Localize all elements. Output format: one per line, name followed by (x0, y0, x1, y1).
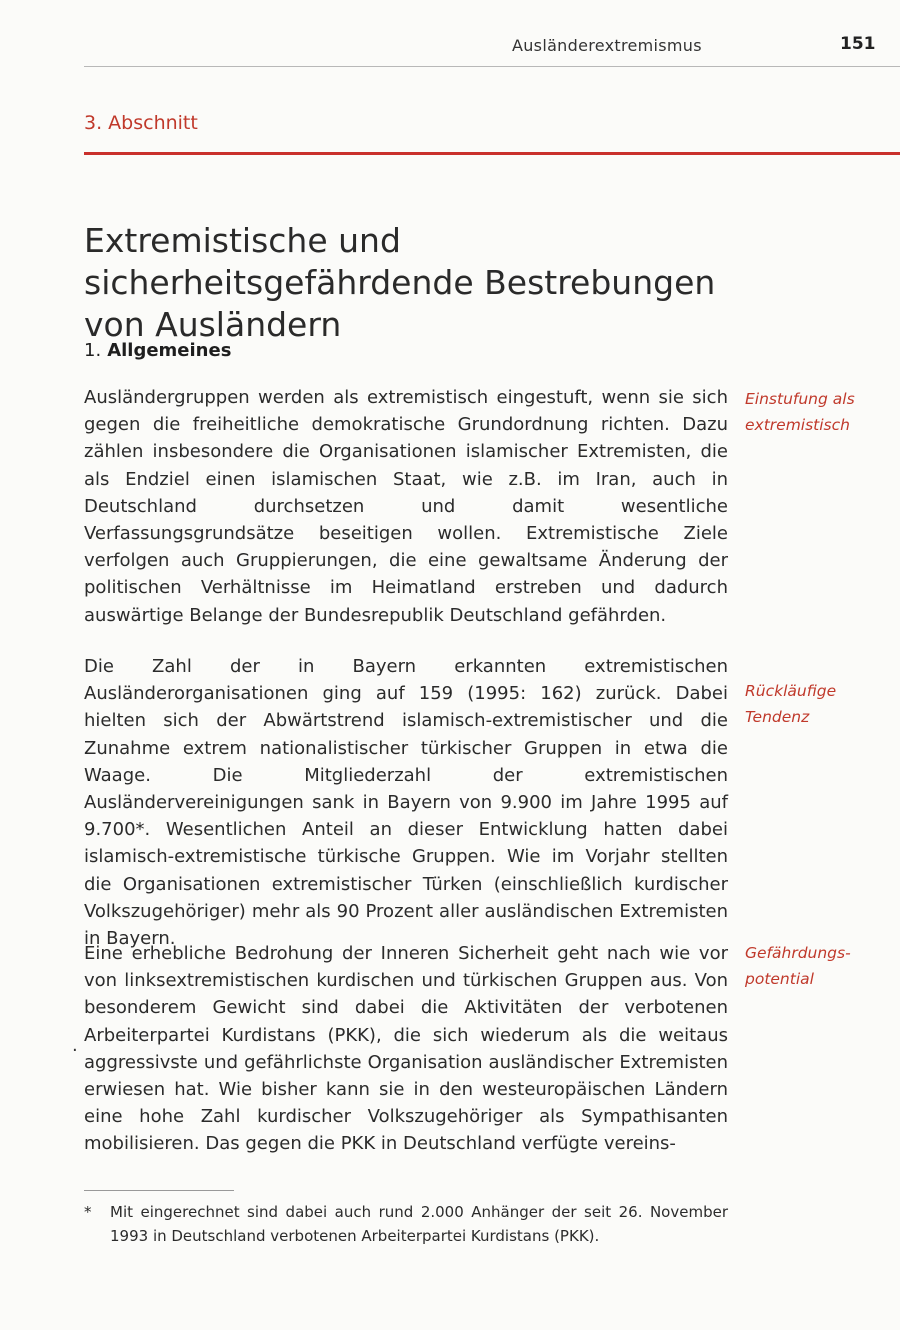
footnote (84, 1200, 728, 1248)
margin-note-1-line2: extremistisch (745, 416, 850, 434)
page-number: 151 (840, 34, 876, 54)
subsection-heading (84, 340, 231, 361)
footnote-rule (84, 1190, 234, 1191)
margin-note-3-line1: Gefährdungs- (745, 944, 851, 962)
margin-note-2 (745, 678, 895, 730)
margin-note-2-line2: Tendenz (745, 708, 810, 726)
margin-note-3 (745, 940, 895, 992)
section-rule (84, 152, 900, 155)
footnote-marker: * (84, 1203, 92, 1221)
margin-note-3-line2: potential (745, 970, 814, 988)
chapter-title: Extremistische und sicherheitsgefährdende Bestrebungen von Ausländern (84, 221, 716, 344)
footnote-text: Mit eingerechnet sind dabei auch rund 2.000 Anhänger der seit 26. November 1993 in Deutschland verbotenen Arbeiterpartei Kurdistans (PKK). (110, 1203, 728, 1245)
margin-note-2-line1: Rückläufige (745, 682, 837, 700)
section-label: 3. Abschnitt (84, 112, 198, 134)
body-paragraph-1: Ausländergruppen werden als extremistisch eingestuft, wenn sie sich gegen die freiheitliche demokratische Grundordnung richten. Dazu zählen insbesondere die Organisationen islamischer Extremisten, die als Endziel einen islamischen Staat, wie z.B. im Iran, auch in Deutschland durchsetzen und damit wesentliche Verfassungsgrundsätze beseitigen wollen. Extremistische Ziele verfolgen auch Gruppierungen, die eine gewaltsame Änderung der politischen Verhältnisse im Heimatland erstreben und dadurch auswärtige Belange der Bundesrepublik Deutschland gefährden. (84, 387, 728, 626)
body-paragraph-3: Eine erhebliche Bedrohung der Inneren Sicherheit geht nach wie vor von linksextremistischen kurdischen und türkischen Gruppen aus. Von besonderem Gewicht sind dabei die Aktivitäten der verbotenen Arbeiterpartei Kurdistans (PKK), die sich wiederum als die weitaus aggressivste und gefährlichste Organisation ausländischer Extremisten erwiesen hat. Wie bisher kann sie in den westeuropäischen Ländern eine hohe Zahl kurdischer Volkszugehöriger als Sympathisanten mobilisieren. Das gegen die PKK in Deutschland verfügte vereins- (84, 943, 728, 1155)
stray-mark: · (72, 1040, 78, 1061)
body-paragraph-2: Die Zahl der in Bayern erkannten extremistischen Ausländerorganisationen ging auf 159 (1995: 162) zurück. Dabei hielten sich der Abwärtstrend islamisch-extremistischer und die Zunahme extrem nationalistischer türkischer Gruppen in etwa die Waage. Die Mitgliederzahl der extremistischen Ausländervereinigungen sank in Bayern von 9.900 im Jahre 1995 auf 9.700*. Wesentlichen Anteil an dieser Entwicklung hatten dabei islamisch-extremistische türkische Gruppen. Wie im Vorjahr stellten die Organisationen extremistischer Türken (einschließlich kurdischer Volkszugehöriger) mehr als 90 Prozent aller ausländischen Extremisten in Bayern. (84, 656, 728, 950)
subsection-title: Allgemeines (107, 340, 232, 361)
running-head: Ausländerextremismus (512, 36, 702, 55)
header-rule (84, 66, 900, 67)
margin-note-1 (745, 386, 895, 438)
margin-note-1-line1: Einstufung als (745, 390, 855, 408)
subsection-number: 1. (84, 340, 102, 361)
